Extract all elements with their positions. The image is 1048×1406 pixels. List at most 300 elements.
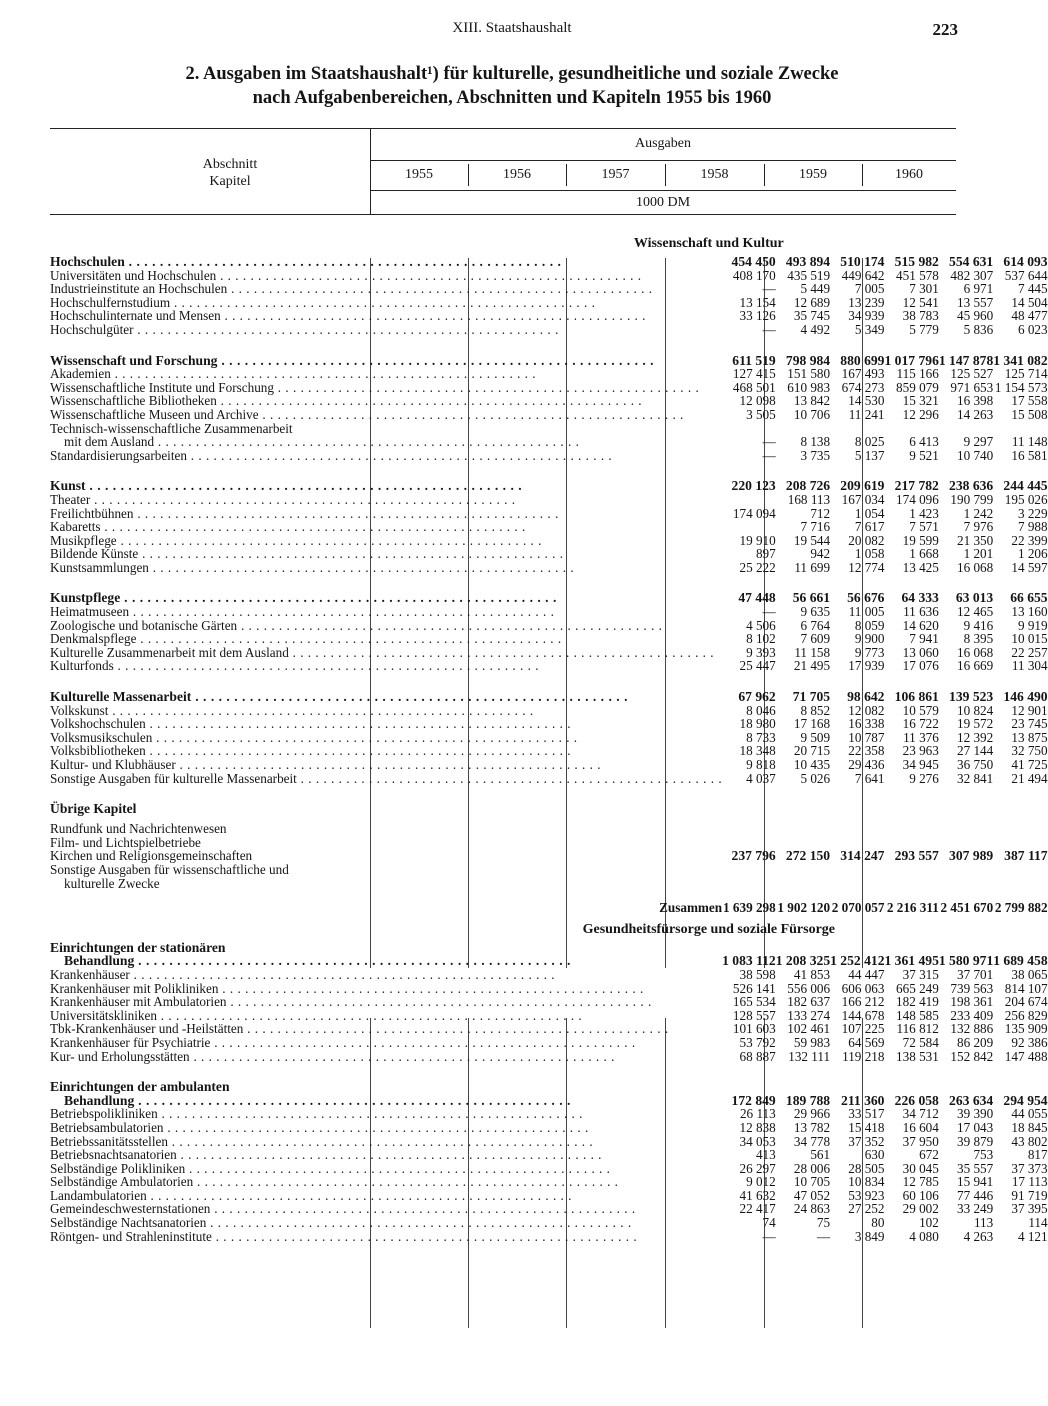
row-label-text: Volksbibliotheken . . . [50,743,571,758]
value-cell: 6 971 [963,281,994,297]
value-cell: 233 409 [950,1007,994,1023]
value-cell: 2 451 670 [940,899,994,915]
value-cell: 138 531 [896,1048,939,1064]
table-row [50,408,1048,422]
value-cell: 293 557 [894,848,939,864]
value-cell: 314 247 [840,848,885,864]
table-row [50,1121,1048,1135]
value-cell: 107 225 [841,1021,885,1037]
row-label-text: Betriebssanitätsstellen . . . [50,1134,593,1149]
value-cell: 10 706 [793,406,831,422]
table-row [50,1009,1048,1023]
value-cell: 113 [973,1215,994,1231]
value-cell: 12 098 [739,393,776,409]
table-row [50,758,1048,772]
value-cell: 13 842 [793,393,831,409]
spacer-row [50,574,1048,591]
value-cell: 172 849 [731,1092,776,1108]
spacer-row [50,673,1048,690]
table-row [50,1050,1048,1064]
value-cell: 64 569 [848,1034,885,1050]
table-row [50,381,1048,395]
table-row [50,802,1048,816]
value-cell: 41 725 [1011,757,1048,772]
value-cell: 32 750 [1011,743,1048,759]
row-label [50,1107,722,1121]
row-label-text: Krankenhäuser mit Polikliniken . . . [50,981,644,996]
value-cell: 16 068 [956,644,994,660]
spacer-row [50,462,1048,479]
row-label [50,255,722,269]
value-cell: 1 206 [1017,546,1048,562]
value-cell [722,493,776,507]
value-cell: 614 093 [1003,254,1048,269]
row-label [50,269,722,283]
value-cell: 413 [755,1147,776,1163]
row-label [50,1135,722,1149]
group-header: Ausgaben [635,136,691,151]
table-row [50,269,1048,283]
value-cell: 21 494 [1011,770,1048,786]
value-cell: 238 636 [949,478,994,494]
value-cell: 13 875 [1011,729,1048,745]
row-label [50,367,722,381]
row-label [50,1162,722,1176]
group-total-row [50,1094,1048,1108]
row-label [50,1230,722,1244]
row-label [50,435,722,449]
value-cell: 28 505 [848,1160,885,1176]
row-label [50,744,722,758]
row-label [50,394,722,408]
table-row [50,772,1048,786]
value-cell: 47 052 [793,1187,831,1203]
value-cell: 116 812 [896,1021,939,1037]
value-cell: 198 361 [950,994,994,1010]
total-row [50,897,1048,919]
value-cell: 66 655 [1010,590,1048,606]
value-cell: 211 360 [841,1092,885,1108]
row-label [50,282,722,296]
value-cell: 119 218 [842,1048,885,1064]
row-label-text: Kabaretts . . . [50,519,526,534]
value-cell: 38 783 [902,308,939,324]
value-cell: 672 [919,1147,939,1163]
table-row [50,282,1048,296]
value-cell: 16 068 [956,559,994,575]
value-cell: 63 013 [955,590,994,606]
row-label [50,1216,722,1230]
group-total-row [50,591,1048,605]
value-cell: 86 209 [956,1034,994,1050]
row-label [50,1202,722,1216]
spacer-row [50,337,1048,354]
value-cell: 18 348 [739,743,776,759]
row-label [50,1022,722,1036]
row-label [50,1080,722,1094]
row-label-text: Kur- und Erholungsstätten . . . [50,1049,615,1064]
value-cell: 5 026 [800,770,831,786]
value-cell: 37 395 [1011,1201,1048,1217]
value-cell: 2 216 311 [886,899,939,915]
group-total-row [50,954,1048,968]
value-cell: 9 521 [909,447,939,463]
row-label [50,547,722,561]
value-cell: — [762,604,776,620]
value-cell: 101 603 [732,1021,776,1037]
value-cell: 139 523 [949,689,994,705]
row-label-text: Film- und Lichtspielbetriebe [50,834,201,850]
group-total-row [50,354,1048,368]
value-cell: 11 005 [848,604,885,620]
row-label-text: Hochschulen . . . [50,254,561,269]
value-cell: 7 445 [1017,281,1048,297]
value-cell [722,520,776,534]
data-table [50,233,1048,1243]
value-cell: 132 886 [950,1021,994,1037]
value-cell: 1 054 [854,505,885,521]
row-label [50,449,722,463]
row-label [50,646,722,660]
row-label-text: Musikpflege . . . [50,533,542,548]
row-label [50,1094,722,1108]
value-cell: 10 579 [902,702,939,718]
value-cell: 630 [864,1147,885,1163]
value-cell: 237 796 [731,848,776,864]
value-cell: 195 026 [1004,491,1048,507]
row-label-text: Sonstige Ausgaben für kulturelle Massenarbeit . . . [50,771,722,786]
value-cell: 152 842 [950,1048,994,1064]
value-cell: 435 519 [787,267,831,283]
value-cell: 10 824 [956,702,994,718]
value-cell: 10 015 [1011,631,1048,647]
value-cell: 12 392 [956,729,994,745]
row-label-text: Wissenschaftliche Institute und Forschung . . . [50,380,699,395]
value-cell: — [762,434,776,450]
value-cell: 8 102 [746,631,776,647]
value-cell: 880 699 [840,352,885,368]
row-label-text: Industrieinstitute an Hochschulen . . . [50,281,653,296]
value-cell: 72 584 [902,1034,939,1050]
value-cell: 25 222 [739,559,776,575]
row-label-text: Denkmalspflege . . . [50,631,562,646]
value-cell: 11 699 [794,559,831,575]
row-label-text: Gemeindeschwesternstationen . . . [50,1201,636,1216]
value-cell: 41 853 [793,966,831,982]
header-top-rule [50,128,956,129]
table-row [50,1175,1048,1189]
spacer-row [50,785,1048,802]
value-cell: 115 166 [896,366,939,382]
value-cell: 13 557 [956,294,994,310]
value-cell: 244 445 [1003,478,1048,494]
value-cell: 167 493 [841,366,885,382]
table-row [50,1135,1048,1149]
row-label-text: Bildende Künste . . . [50,546,564,561]
value-cell: 6 413 [909,434,939,450]
row-label [50,1175,722,1189]
value-cell: 5 137 [854,447,885,463]
value-cell: 204 674 [1004,994,1048,1010]
value-cell: 34 778 [793,1133,831,1149]
value-cell: 814 107 [1004,980,1048,996]
value-cell: 8 059 [854,617,885,633]
value-cell: 10 787 [848,729,885,745]
row-label [50,1121,722,1135]
value-cell: 17 113 [1011,1174,1048,1190]
row-label [50,995,722,1009]
row-label-text: Sonstige Ausgaben für wissenschaftliche und [50,862,289,878]
page-number: 223 [932,20,958,39]
row-label [50,520,722,534]
table-row [50,968,1048,982]
value-cell: 92 386 [1011,1034,1048,1050]
table-row [50,561,1048,575]
value-cell: 28 006 [793,1160,831,1176]
row-label-text: Betriebspolikliniken . . . [50,1106,583,1121]
value-cell: 515 982 [894,254,939,269]
year-header: 1955 [405,167,433,182]
value-cell: 4 492 [800,321,831,337]
value-cell: 33 126 [739,308,776,324]
value-cell: 9 393 [746,644,776,660]
value-cell: 41 632 [739,1187,776,1203]
value-cell: — [762,321,776,337]
stub-header [170,156,290,190]
value-cell: 29 002 [902,1201,939,1217]
row-label-text: Standardisierungsarbeiten . . . [50,448,612,463]
row-label-text: Betriebsnachtsanatorien . . . [50,1147,602,1162]
value-cell: 166 212 [841,994,885,1010]
row-label-text: Kulturelle Massenarbeit . . . [50,689,628,704]
value-cell: 53 923 [848,1187,885,1203]
value-cell: 9 416 [963,617,994,633]
value-cell: 12 838 [739,1119,776,1135]
value-cell: 45 960 [956,308,994,324]
value-cell: — [762,447,776,463]
value-cell: 35 557 [956,1160,994,1176]
value-cell: 606 063 [841,980,885,996]
row-label-text: Selbständige Ambulatorien . . . [50,1174,618,1189]
value-cell: 554 631 [949,254,994,269]
value-cell: 4 121 [1017,1228,1048,1244]
value-cell: 7 005 [854,281,885,297]
value-cell: 712 [810,505,831,521]
table-title [0,62,1024,110]
value-cell: 674 273 [841,379,885,395]
row-label [50,422,722,436]
value-cell: 753 [973,1147,994,1163]
value-cell: 3 229 [1017,505,1048,521]
value-cell: 19 544 [793,532,831,548]
row-label-text: Rundfunk und Nachrichtenwesen [50,821,227,837]
table-row [50,1080,1048,1094]
value-cell: 9 635 [800,604,831,620]
value-cell: 27 252 [848,1201,885,1217]
table-title-line-1: 2. Ausgaben im Staatshaushalt¹) für kulturelle, gesundheitliche und soziale Zwecke [185,64,839,84]
row-label-text: Kirchen und Religionsgemeinschaften [50,848,253,864]
table-row [50,659,1048,673]
value-cell: 510 174 [840,254,885,269]
value-cell: 30 045 [902,1160,939,1176]
value-cell: 16 338 [848,716,885,732]
value-cell: 20 715 [793,743,831,759]
value-cell: — [762,1228,776,1244]
value-cell: 132 111 [788,1048,831,1064]
value-cell: 1 208 325 [775,953,831,969]
value-cell: 15 508 [1011,406,1048,422]
value-cell: 182 419 [896,994,939,1010]
value-cell: 217 782 [894,478,939,494]
value-cell: 190 799 [950,491,994,507]
value-cell: 482 307 [950,267,994,283]
value-cell: 19 910 [739,532,776,548]
value-cell: 33 249 [956,1201,994,1217]
row-label-text: Krankenhäuser . . . [50,967,555,982]
value-cell: 13 425 [902,559,939,575]
table-row [50,367,1048,381]
section-title-row [50,919,1048,941]
row-label [50,507,722,521]
row-label-text: Selbständige Polikliniken . . . [50,1161,610,1176]
value-cell: 12 901 [1011,702,1048,718]
table-row [50,731,1048,745]
value-cell: 144 678 [841,1007,885,1023]
value-cell: 1 154 573 [994,379,1048,395]
value-cell: 1 341 082 [993,352,1048,368]
row-label-text: Einrichtungen der ambulanten [50,1079,230,1095]
table-row [50,296,1048,310]
value-cell: 135 909 [1004,1021,1048,1037]
value-cell: 1 580 971 [938,953,994,969]
value-cell: 17 558 [1011,393,1048,409]
value-cell: 12 774 [848,559,885,575]
value-cell: 1 147 878 [938,352,994,368]
value-cell: 39 390 [956,1106,994,1122]
table-row [50,1189,1048,1203]
value-cell: 859 079 [896,379,939,395]
value-cell: 16 604 [902,1119,939,1135]
value-cell: 128 557 [732,1007,776,1023]
uebrige-kapitel-row [50,816,1048,897]
value-cell: 14 504 [1011,294,1048,310]
value-cell: 15 418 [848,1119,885,1135]
value-cell: 21 350 [956,532,994,548]
value-cell: 7 571 [909,519,939,535]
row-label-text: Einrichtungen der stationären [50,939,226,955]
value-cell: 182 637 [787,994,831,1010]
header-bottom-rule [50,214,956,215]
value-cell: 102 461 [787,1021,831,1037]
row-label-text: mit dem Ausland . . . [64,434,579,449]
value-cell: 29 436 [848,757,885,772]
value-cell: 307 989 [949,848,994,864]
value-cell: 38 065 [1011,966,1048,982]
value-cell: 102 [919,1215,939,1231]
row-label [50,704,722,718]
value-cell: 59 983 [793,1034,831,1050]
year-header: 1959 [799,167,827,182]
value-cell: 17 939 [848,658,885,674]
value-cell: 10 435 [793,757,831,772]
value-cell: 12 082 [848,702,885,718]
value-cell: 106 861 [894,689,939,705]
value-cell: 9 818 [746,757,776,772]
value-cell: 798 984 [785,352,831,368]
value-cell: 48 477 [1011,308,1048,324]
value-cell: 64 333 [901,590,939,606]
value-cell: 4 037 [746,770,776,786]
value-cell: 11 158 [794,644,831,660]
value-cell: 468 501 [732,379,776,395]
row-label-text: Zoologische und botanische Gärten . . . [50,618,662,633]
row-label [50,1009,722,1023]
value-cell: 174 096 [896,491,939,507]
row-label-text: Volksmusikschulen . . . [50,730,578,745]
value-cell: 7 609 [800,631,831,647]
value-cell: 43 802 [1011,1133,1048,1149]
row-label-text: Volkskunst . . . [50,703,534,718]
value-cell: 1 639 298 [722,899,776,915]
row-label [50,1189,722,1203]
row-label [50,1050,722,1064]
table-row [50,605,1048,619]
row-label-text: Wissenschaftliche Bibliotheken . . . [50,393,642,408]
value-cell: 27 144 [956,743,994,759]
value-cell: 44 447 [848,966,885,982]
row-label-text: Universitäten und Hochschulen . . . [50,268,642,283]
year-header: 1960 [895,167,923,182]
value-cell: 493 894 [785,254,831,269]
value-cell: 47 448 [738,590,776,606]
row-label-text: Hochschulfernstudium . . . [50,295,595,310]
value-cell: 151 580 [787,366,831,382]
value-cell: 34 945 [902,757,939,772]
row-label-text: Heimatmuseen . . . [50,604,554,619]
table-row [50,1148,1048,1162]
value-cell: 226 058 [894,1092,939,1108]
value-cell: 1 083 112 [722,953,776,969]
table-row [50,704,1048,718]
value-cell: 127 415 [732,366,776,382]
value-cell: 8 852 [800,702,831,718]
value-cell: 971 653 [950,379,994,395]
value-cell: 34 053 [739,1133,776,1149]
value-cell: 387 117 [1004,848,1048,864]
table-row [50,1162,1048,1176]
row-label-text: Behandlung . . . [64,953,571,968]
row-label [50,479,722,493]
row-label-text: Betriebsambulatorien . . . [50,1120,589,1135]
value-cell: 11 148 [1011,434,1048,450]
row-label [50,758,722,772]
value-cell: 942 [810,546,831,562]
group-total-row [50,479,1048,493]
value-cell: 16 581 [1011,447,1048,463]
table-title-line-2: nach Aufgabenbereichen, Abschnitten und Kapiteln 1955 bis 1960 [252,88,772,108]
value-cell: 23 963 [902,743,939,759]
value-cell: 8 733 [746,729,776,745]
value-cell: 32 841 [956,770,994,786]
value-cell: 125 714 [1004,366,1048,382]
row-label-text: Kulturfonds . . . [50,658,539,673]
value-cell: 165 534 [732,994,776,1010]
section-title: Wissenschaft und Kultur [633,236,784,251]
row-label-text: kulturelle Zwecke [64,875,160,891]
row-label [50,534,722,548]
value-cell: 37 373 [1011,1160,1048,1176]
value-cell: 7 988 [1017,519,1048,535]
